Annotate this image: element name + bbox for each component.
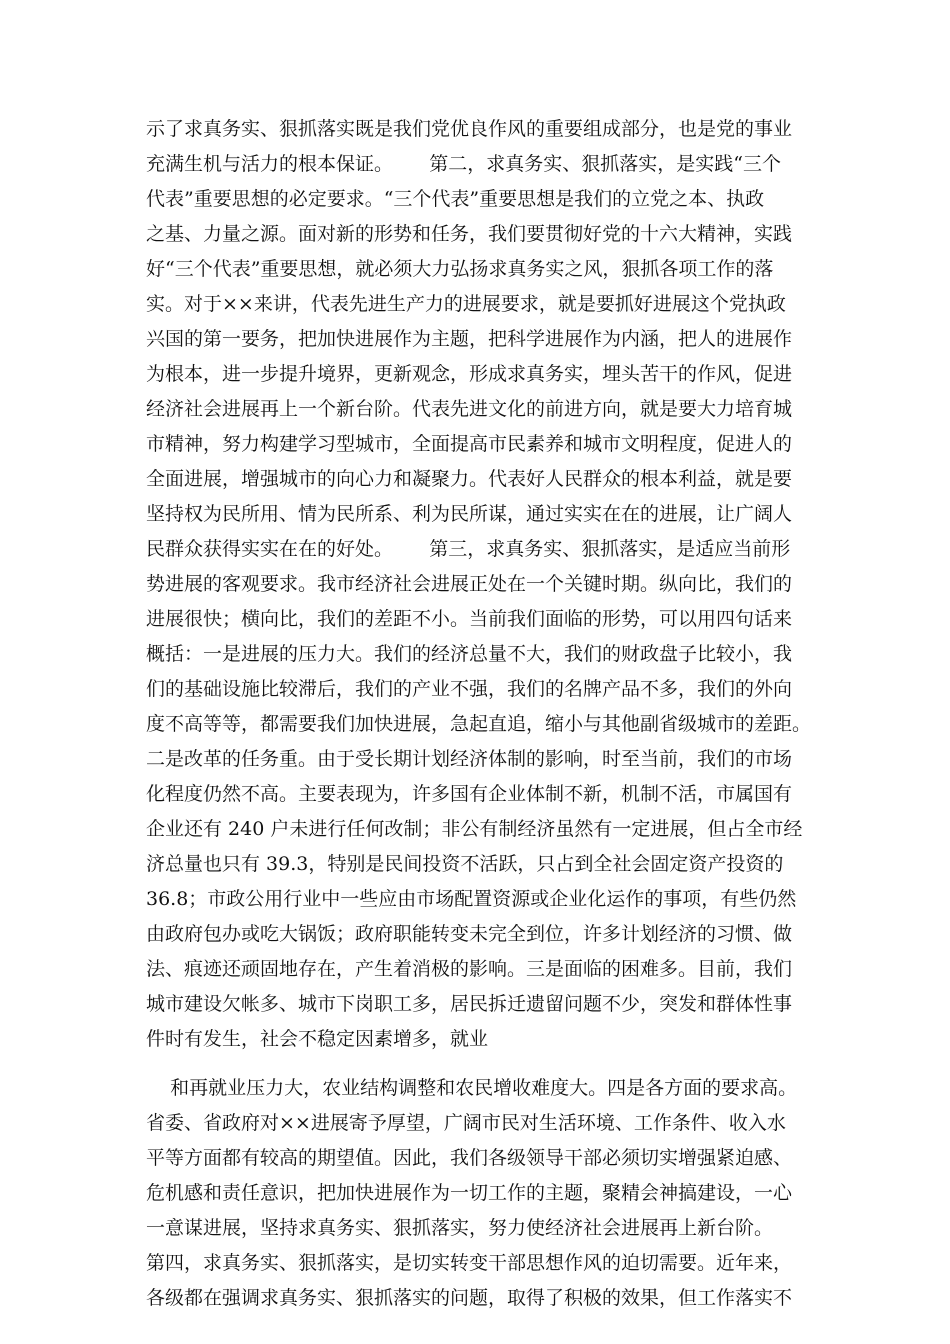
text-line: 坚持权为民所用、情为民所系、利为民所谋，通过实实在在的进展，让广阔人 (146, 503, 793, 525)
text-line: 进展很快；横向比，我们的差距不小。当前我们面临的形势，可以用四句话来 (146, 608, 793, 630)
text-line: 代表”重要思想的必定要求。“三个代表”重要思想是我们的立党之本、执政 (146, 188, 765, 210)
text-line: 件时有发生，社会不稳定因素增多，就业 (146, 1028, 489, 1050)
text-line: 度不高等等，都需要我们加快进展，急起直追，缩小与其他副省级城市的差距。 (146, 713, 812, 735)
paragraph-gap (146, 1057, 836, 1071)
text-line: 平等方面都有较高的期望值。因此，我们各级领导干部必须切实增强紧迫感、 (146, 1147, 793, 1169)
text-line: 城市建设欠帐多、城市下岗职工多，居民拆迁遗留问题不少，突发和群体性事 (146, 993, 793, 1015)
text-line: 和再就业压力大，农业结构调整和农民增收难度大。四是各方面的要求高。 (146, 1077, 798, 1099)
text-line: 第四，求真务实、狠抓落实，是切实转变干部思想作风的迫切需要。近年来， (146, 1252, 793, 1274)
text-line: 法、痕迹还顽固地存在，产生着消极的影响。三是面临的困难多。目前，我们 (146, 958, 793, 980)
text-line: 们的基础设施比较滞后，我们的产业不强，我们的名牌产品不多，我们的外向 (146, 678, 793, 700)
text-line: 示了求真务实、狠抓落实既是我们党优良作风的重要组成部分，也是党的事业 (146, 118, 793, 140)
text-line: 兴国的第一要务，把加快进展作为主题，把科学进展作为内涵，把人的进展作 (146, 328, 793, 350)
document-body (146, 112, 836, 1316)
text-line: 充满生机与活力的根本保证。 第二，求真务实、狠抓落实，是实践“三个 (146, 153, 781, 175)
text-line: 为根本，进一步提升境界，更新观念，形成求真务实，埋头苦干的作风，促进 (146, 363, 793, 385)
text-line: 济总量也只有 39.3，特别是民间投资不活跃，只占到全社会固定资产投资的 (146, 853, 784, 875)
text-line: 一意谋进展，坚持求真务实、狠抓落实，努力使经济社会进展再上新台阶。 (146, 1217, 774, 1239)
text-line: 由政府包办或吃大锅饭；政府职能转变未完全到位，许多计划经济的习惯、做 (146, 923, 793, 945)
text-line: 二是改革的任务重。由于受长期计划经济体制的影响，时至当前，我们的市场 (146, 748, 793, 770)
text-line: 经济社会进展再上一个新台阶。代表先进文化的前进方向，就是要大力培育城 (146, 398, 793, 420)
text-line: 36.8；市政公用行业中一些应由市场配置资源或企业化运作的事项，有些仍然 (146, 888, 797, 910)
text-line: 概括：一是进展的压力大。我们的经济总量不大，我们的财政盘子比较小，我 (146, 643, 793, 665)
text-line: 之基、力量之源。面对新的形势和任务，我们要贯彻好党的十六大精神，实践 (146, 223, 793, 245)
text-line: 民群众获得实实在在的好处。 第三，求真务实、狠抓落实，是适应当前形 (146, 538, 791, 560)
text-line: 势进展的客观要求。我市经济社会进展正处在一个关键时期。纵向比，我们的 (146, 573, 793, 595)
text-line: 好“三个代表”重要思想，就必须大力弘扬求真务实之风，狠抓各项工作的落 (146, 258, 774, 280)
text-line: 化程度仍然不高。主要表现为，许多国有企业体制不新，机制不活，市属国有 (146, 783, 793, 805)
text-line: 危机感和责任意识，把加快进展作为一切工作的主题，聚精会神搞建设，一心 (146, 1182, 793, 1204)
text-line: 各级都在强调求真务实、狠抓落实的问题，取得了积极的效果，但工作落实不 (146, 1287, 793, 1309)
text-line: 实。对于××来讲，代表先进生产力的进展要求，就是要抓好进展这个党执政 (146, 293, 786, 315)
text-line: 全面进展，增强城市的向心力和凝聚力。代表好人民群众的根本利益，就是要 (146, 468, 793, 490)
text-line: 市精神，努力构建学习型城市，全面提高市民素养和城市文明程度，促进人的 (146, 433, 793, 455)
text-line: 省委、省政府对××进展寄予厚望，广阔市民对生活环境、工作条件、收入水 (146, 1112, 786, 1134)
text-line: 企业还有 240 户未进行任何改制；非公有制经济虽然有一定进展，但占全市经 (146, 818, 803, 840)
